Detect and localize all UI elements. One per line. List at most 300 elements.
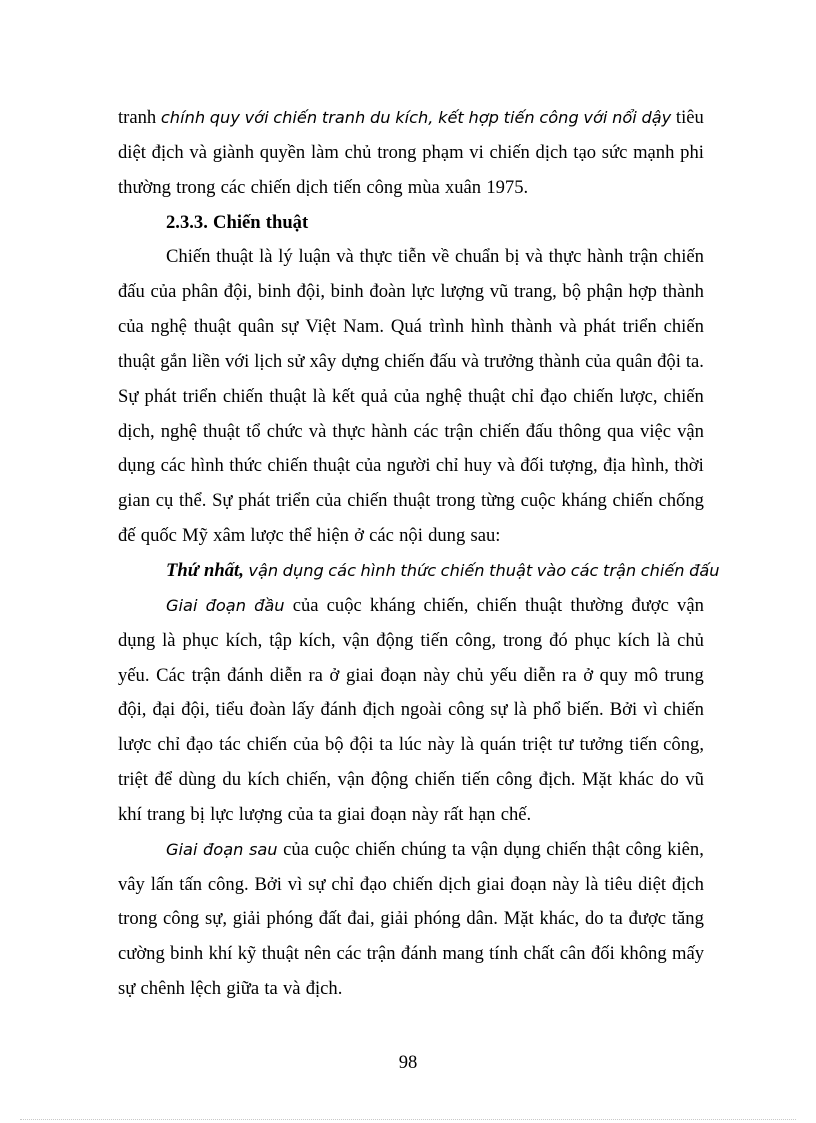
word: công [448,699,485,721]
word: của [355,455,382,477]
word: hiện [316,525,349,547]
word: phân [181,281,219,303]
word: bị [505,246,520,268]
word: thực [359,246,393,268]
word: chiến, [286,769,332,791]
word: địa [603,455,626,477]
word: này [423,664,451,686]
word: thức [400,560,437,580]
word: ta [264,978,278,1000]
word: của [393,385,420,407]
word: giai [476,873,505,895]
word: liền [192,350,220,372]
word: chiến [222,385,264,407]
word: phục [182,629,219,651]
word: đối [590,943,615,965]
word: tiến [629,734,658,756]
word: nghệ [425,385,462,407]
word: đoàn [249,699,286,721]
word: vi [469,141,484,163]
word: chênh [140,978,185,1000]
word: đấu [429,350,457,372]
word: tưởng [579,734,624,756]
text-line [118,310,704,345]
word: chủ [456,664,484,686]
word: thuật [216,246,254,268]
word: dụng [118,629,156,651]
word: mô [634,664,658,686]
word: chúng [401,838,447,860]
word: chiến [440,560,485,580]
text-line [118,275,704,310]
text-line [118,972,704,1007]
word: kết [438,108,464,127]
word: dậy [641,108,672,127]
word: địch [151,141,184,163]
word: là [259,246,273,268]
word: chiến [250,176,291,198]
word: lấy [291,699,315,721]
word: công [496,769,533,791]
word: kích [617,629,650,651]
word: bộ [324,734,344,756]
word: đoạn [370,803,407,825]
word: dân. [466,908,498,930]
word: phi [680,141,704,163]
word: binh [330,281,364,303]
word: trận [629,246,658,268]
word: diễn [523,664,556,686]
word: đó [549,629,568,651]
word: tiến [420,629,449,651]
word: thức [229,455,262,477]
word: với [244,108,269,127]
word: của [293,734,319,756]
word: mấy [671,943,704,965]
word: lệch [190,978,222,1000]
word: các [413,420,439,442]
word: trong [118,908,158,930]
word: khí [208,943,233,965]
word: ta [318,803,333,825]
word: giữa [226,978,260,1000]
word: Chiến [213,211,261,233]
word: trong [176,176,216,198]
text-line [118,937,704,972]
word: trận [191,664,221,686]
word: động [376,629,414,651]
word: gian [118,490,151,512]
word: tổ [246,420,261,442]
word: chiến [355,838,396,860]
text-line [118,902,704,937]
word: kích, [298,629,336,651]
word: binh [257,281,291,303]
word: ta [609,908,623,930]
word: chiến [489,141,530,163]
word: phục [574,629,611,651]
page-number: 98 [398,1052,418,1073]
word: của [150,281,177,303]
word: chế. [500,803,532,825]
word: vũ [685,769,704,791]
text-line [118,101,704,136]
word: thường [570,594,624,616]
word: sự [308,873,326,895]
word: tấn [179,873,203,895]
word: cuộc [326,594,362,616]
word: vận [677,594,704,616]
word: chiến [479,420,520,442]
word: nhất, [204,559,244,581]
word: khác [618,769,654,791]
word: chiến [246,734,288,756]
word: của [118,316,144,338]
word: vận [337,769,365,791]
word: vì [287,873,303,895]
word: này [552,873,580,895]
word: trận [444,420,474,442]
word: trong [502,629,543,651]
word: Việt [305,316,337,338]
word: sự [118,978,136,1000]
word: là [656,629,671,651]
word: Bởi [609,699,638,721]
word: đoạn [205,595,246,615]
text-line [118,798,704,833]
word: đoạn [380,664,417,686]
word: xuân [444,176,482,198]
text-line [118,415,704,450]
word: Quá [390,316,422,338]
word: thời [674,455,704,477]
word: hình [360,560,396,580]
word: thường [118,176,171,198]
word: và [559,316,577,338]
word: thuật [524,594,563,616]
text-line [118,484,704,519]
word: hợp [628,281,657,303]
word: được [628,908,667,930]
word: để [154,769,173,791]
word: cuộc [314,838,350,860]
word: triệt [522,734,553,756]
word: sự [281,316,299,338]
word: Thứ [166,559,199,581]
word: đấu [689,560,720,580]
word: ở [329,664,340,686]
word: và [497,455,515,477]
word: xâm [213,525,246,547]
word: thành [510,316,553,338]
word: về [431,246,450,268]
word: lược [250,525,284,547]
word: là [460,734,474,756]
word: hành [587,246,624,268]
word: của [315,490,342,512]
word: đấu [525,420,553,442]
word: biến. [567,699,604,721]
word: và [189,141,207,163]
word: chính [160,108,206,127]
text-line [118,240,704,275]
word: kích, [225,629,263,651]
word: được [631,594,669,616]
word: đánh [227,664,264,686]
word: bị [190,803,205,825]
text-line [118,624,704,659]
text-line [118,449,704,484]
word: luận [298,246,331,268]
word: giải [380,908,409,930]
word: công, [663,734,704,756]
word: trong [436,490,476,512]
word: địch. [305,978,343,1000]
word: chiến [663,246,704,268]
word: nội [399,525,423,547]
word: là [162,629,176,651]
word: các [369,525,394,547]
word: vận [248,560,279,580]
text-line [118,519,704,554]
word: thành [538,350,581,372]
word: thuật [313,455,351,477]
word: thuật [193,316,232,338]
word: giai [345,664,374,686]
word: lịch [254,350,283,372]
text-line [118,868,704,903]
word: sự [490,699,508,721]
word: triệt [118,769,148,791]
word: Mặt [503,908,534,930]
word: dụng [282,560,324,580]
word: trung [664,664,704,686]
word: vận [677,420,704,442]
word: đánh [320,699,357,721]
word: công [366,176,403,198]
word: công. [207,873,249,895]
word: đoàn [369,281,406,303]
word: binh [170,943,204,965]
word: động [371,769,409,791]
word: làm [310,141,339,163]
word: vào [536,560,567,580]
word: thuật [489,560,533,580]
word: chiến [273,108,318,127]
word: khác, [539,908,580,930]
word: chỉ [511,385,535,407]
word: kiên, [667,838,704,860]
word: quyền [259,141,306,163]
text-line [118,659,704,694]
word: phóng [266,908,313,930]
word: lúc [398,734,422,756]
word: dịch [438,873,471,895]
word: kháng [561,490,607,512]
text-line [118,136,704,171]
word: tiêu [604,873,633,895]
word: mang [442,943,484,965]
word: đội, [181,699,210,721]
word: qua [607,420,634,442]
word: vận [471,838,498,860]
word: phát [238,490,271,512]
word: dịch [296,176,329,198]
word: sau [248,839,278,859]
word: đội, [223,281,253,303]
word: đại [152,699,176,721]
word: phóng [414,908,461,930]
word: các [336,943,362,965]
word: Các [156,664,186,686]
word: đội, [118,699,147,721]
word: lược [118,734,152,756]
word: hình [190,455,224,477]
word: lượng [440,281,485,303]
word: chủ [677,629,704,651]
word: cân [559,943,586,965]
word: đế [118,525,136,547]
word: phổ [533,699,561,721]
text-line [118,554,720,589]
word: phận [586,281,623,303]
word: các [328,560,357,580]
word: sự, [205,908,227,930]
word: 2.3.3. [166,211,208,233]
word: hành [371,420,408,442]
word: quán [480,734,517,756]
word: hợp [468,108,499,127]
word: sức [601,141,628,163]
word: thuật [269,385,307,407]
word: chất [523,943,555,965]
word: trận [602,560,637,580]
word: người [386,455,431,477]
word: sau: [470,525,501,547]
text-line [118,171,704,206]
word: dịch, [118,420,155,442]
word: việc [640,420,671,442]
word: các [220,176,246,198]
word: kết [332,385,355,407]
word: 1975. [486,176,529,198]
word: chiến [663,385,704,407]
word: thật [592,838,620,860]
word: dựng [341,350,380,372]
word: diễn [269,664,302,686]
word: chỉ [435,455,459,477]
word: này [427,734,455,756]
word: lý [278,246,293,268]
word: kích [247,769,280,791]
word: Sự [118,385,139,407]
word: nên [304,943,332,965]
word: trang, [513,281,557,303]
word: thực [548,246,582,268]
word: diệt [118,141,146,163]
word: ngoài [400,699,443,721]
word: của [287,803,314,825]
word: địch. [538,769,576,791]
word: Giai [166,839,198,859]
word: đạo [540,385,568,407]
word: vũ [489,281,509,303]
word: quả [360,385,388,407]
word: các [160,455,186,477]
page-bottom-border [20,1119,796,1120]
word: tập [269,629,292,651]
text-line [118,206,704,241]
word: giải [232,908,261,930]
text-line [118,833,704,868]
word: tiêu [675,107,704,128]
word: triển [275,490,310,512]
word: đạo [359,873,387,895]
word: này [411,803,439,825]
word: tiểu [215,699,244,721]
word: lấn [150,873,174,895]
word: tạo [573,141,597,163]
word: tính [489,943,519,965]
word: dùng [178,769,216,791]
word: tượng, [549,455,598,477]
word: thuật [118,350,156,372]
word: chống [658,490,704,512]
word: là [312,385,326,407]
word: thuật [261,943,299,965]
word: yếu. [118,664,150,686]
word: nghệ [150,316,187,338]
word: chiến [414,769,456,791]
word: vận [342,629,370,651]
word: và [461,350,479,372]
word: công, [455,629,496,651]
word: đấu [118,281,145,303]
word: các [570,560,599,580]
word: lực [411,281,435,303]
word: chiến [347,490,388,512]
word: tiễn [398,246,426,268]
word: chiến [612,490,653,512]
word: thuật [202,420,241,442]
word: ở [354,525,364,547]
word: địch [671,873,704,895]
word: mạnh [633,141,675,163]
word: hình, [631,455,669,477]
word: đối [520,455,544,477]
word: tư [558,734,574,756]
word: địch [362,699,395,721]
word: Bởi [254,873,282,895]
word: dụng [503,838,541,860]
word: rất [443,803,464,825]
word: với [224,350,250,372]
word: triển [182,385,217,407]
word: đội [349,734,374,756]
word: đội, [296,281,326,303]
word: tiến [503,108,535,127]
word: trình [428,316,464,338]
word: thể. [178,490,207,512]
word: triển [622,316,657,338]
word: thành [662,281,704,303]
text-line [118,589,704,624]
word: nghệ [160,420,197,442]
word: đánh [400,943,438,965]
word: chiến [392,873,433,895]
word: lược, [619,385,658,407]
word: đầu [254,595,285,615]
